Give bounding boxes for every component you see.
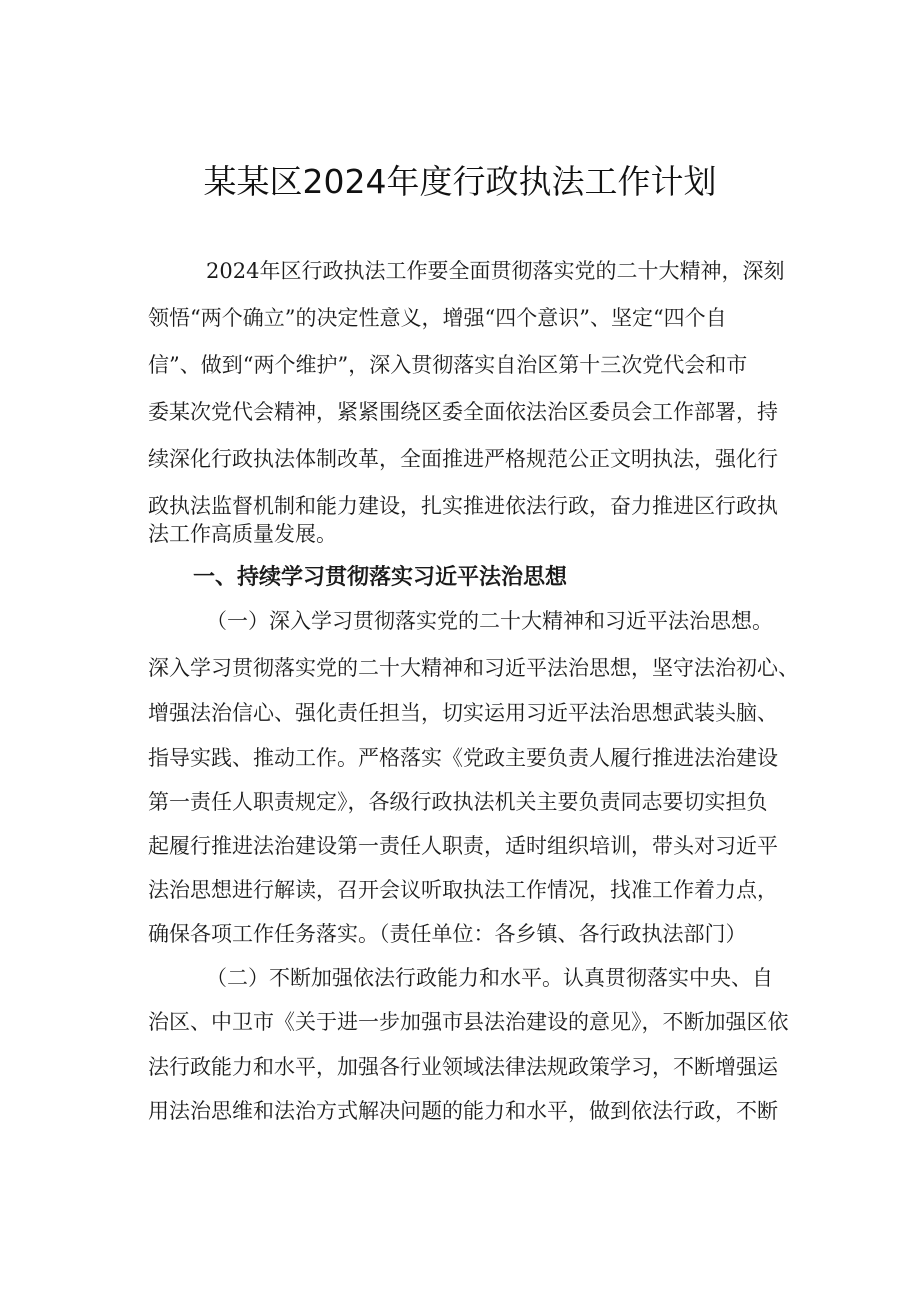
section1-p2-line-4: 用法治思维和法治方式解决问题的能力和水平，做到依法行政，不断 xyxy=(148,1099,778,1123)
section1-p1-line-8: 确保各项工作任务落实。（责任单位：各乡镇、各行政执法部门） xyxy=(148,922,747,946)
intro-line-4: 委某次党代会精神，紧紧围绕区委全面依法治区委员会工作部署，持 xyxy=(148,400,778,424)
intro-line-3: 信”、做到“两个维护”，深入贯彻落实自治区第十三次党代会和市 xyxy=(148,353,748,377)
section-heading-1: 一、持续学习贯彻落实习近平法治思想 xyxy=(193,565,568,590)
section1-p2-line-3: 法行政能力和水平，加强各行业领域法律法规政策学习，不断增强运 xyxy=(148,1055,778,1079)
intro-line-7: 法工作高质量发展。 xyxy=(148,522,337,546)
section1-p1-line-4: 指导实践、推动工作。严格落实《党政主要负责人履行推进法治建设 xyxy=(148,746,778,770)
section1-p2-line-2: 治区、中卫市《关于进一步加强市县法治建设的意见》，不断加强区依 xyxy=(148,1010,789,1034)
document-title: 某某区2024年度行政执法工作计划 xyxy=(203,162,717,201)
section1-p1-line-2: 深入学习贯彻落实党的二十大精神和习近平法治思想，坚守法治初心、 xyxy=(148,656,799,680)
section1-p1-line-1: （一）深入学习贯彻落实党的二十大精神和习近平法治思想。 xyxy=(206,609,773,633)
section1-p1-line-7: 法治思想进行解读，召开会议听取执法工作情况，找准工作着力点， xyxy=(148,878,778,902)
intro-line-6: 政执法监督机制和能力建设，扎实推进依法行政，奋力推进区行政执 xyxy=(148,494,778,518)
section1-p1-line-6: 起履行推进法治建设第一责任人职责，适时组织培训，带头对习近平 xyxy=(148,834,778,858)
section1-p1-line-5: 第一责任人职责规定》，各级行政执法机关主要负责同志要切实担负 xyxy=(148,790,768,814)
section1-p1-line-3: 增强法治信心、强化责任担当，切实运用习近平法治思想武装头脑、 xyxy=(148,701,778,725)
intro-line-5: 续深化行政执法体制改革，全面推进严格规范公正文明执法，强化行 xyxy=(148,447,778,471)
section1-p2-line-1: （二）不断加强依法行政能力和水平。认真贯彻落实中央、自 xyxy=(206,966,773,990)
intro-line-1: 2024年区行政执法工作要全面贯彻落实党的二十大精神，深刻 xyxy=(206,259,785,283)
intro-line-2: 领悟“两个确立”的决定性意义，增强“四个意识”、坚定“四个自 xyxy=(148,306,727,330)
